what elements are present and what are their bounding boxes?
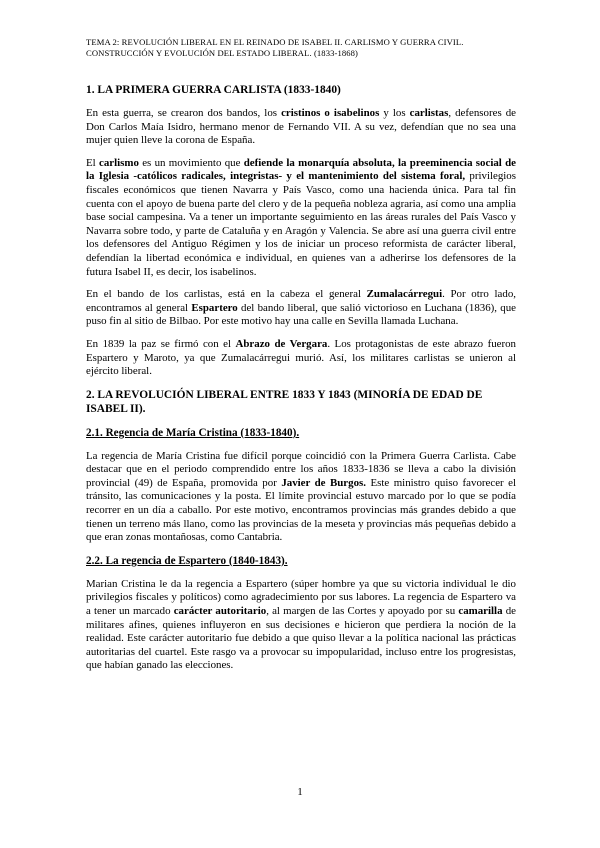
- subsection-2-1-heading: 2.1. Regencia de María Cristina (1833-1840).: [86, 426, 300, 439]
- paragraph-bandos: En esta guerra, se crearon dos bandos, los cristinos o isabelinos y los carlistas, defensores de Don Carlos Maía Isidro, hermano menor de Fernando VII. A su vez, defendían que no sea una mujer quien lleve la corona de España.: [86, 107, 517, 147]
- section-2-heading: 2. LA REVOLUCIÓN LIBERAL ENTRE 1833 Y 1843 (MINORÍA DE EDAD DE ISABEL II).: [86, 388, 483, 415]
- subsection-2-2-heading: 2.2. La regencia de Espartero (1840-1843).: [86, 554, 288, 567]
- header-line-1: TEMA 2: REVOLUCIÓN LIBERAL EN EL REINADO DE ISABEL II. CARLISMO Y GUERRA CIVIL.: [86, 37, 464, 47]
- running-header: [86, 37, 516, 59]
- paragraph-regencia-maria-cristina: La regencia de María Cristina fue difícil porque coincidió con la Primera Guerra Carlista. Cabe destacar que en el periodo comprendido entre los años 1833-1836 se lleva a cabo la división provincial (49) de España, promovida por Javier de Burgos. Este ministro quiso favorecer el tránsito, las comunicaciones y la posta. El límite provincial estuvo marcado por lo que se podía recorrer en un día a caballo. Por este motivo, encontramos provincias más grandes debido a que tienen un terreno más llano, como las provincias de la meseta y provincias más pequeñas debido a que eran zonas montañosas, como Cantabria.: [86, 449, 516, 544]
- header-line-2: CONSTRUCCIÓN Y EVOLUCIÓN DEL ESTADO LIBERAL. (1833-1868): [86, 48, 359, 58]
- paragraph-carlismo: El carlismo es un movimiento que defiende la monarquía absoluta, la preeminencia social de la Iglesia -católicos radicales, integristas- y el mantenimiento del sistema foral, privilegios fiscales económicos que tienen Navarra y País Vasco, como una hacienda única. Para tal fin cuenta con el apoyo de buena parte del clero y de la pequeña nobleza agraria, así como una amplia base social campesina. Va a tener un importante seguimiento en las áreas rurales del País Vasco y Navarra sobre todo, y parte de Cataluña y en Aragón y Valencia. Se abre así una guerra civil entre los defensores del Antiguo Régimen y los de iniciar un proceso reformista de carácter liberal, defendían la libertad económica e individual, en quienes van a adherirse los defensores de la futura Isabel II, es decir, los isabelinos.: [86, 156, 517, 278]
- document-body: [86, 83, 516, 682]
- paragraph-generales: En el bando de los carlistas, está en la cabeza el general Zumalacárregui. Por otro lado, encontramos al general Espartero del bando liberal, que salió victorioso en Luchana (1836), que puso fin al sitio de Bilbao. Por este motivo hay una calle en Sevilla llamada Luchana.: [86, 288, 516, 328]
- paragraph-regencia-espartero: Marian Cristina le da la regencia a Espartero (súper hombre ya que su victoria individual le dio privilegios fiscales y políticos) como agradecimiento por sus labores. La regencia de Espartero va a tener un marcado carácter autoritario, al margen de las Cortes y apoyado por su camarilla de militares afines, quienes influyeron en sus decisiones e hicieron que perdiera la noción de la realidad. Este carácter autoritario fue debido a que quiso llevar a la política nacional las prácticas autoritarias del cuartel. Este rasgo va a provocar su impopularidad, incluso entre los progresistas, que habían ganado las elecciones.: [86, 577, 516, 672]
- section-1-heading: 1. LA PRIMERA GUERRA CARLISTA (1833-1840): [86, 84, 341, 96]
- paragraph-abrazo-vergara: En 1839 la paz se firmó con el Abrazo de Vergara. Los protagonistas de este abrazo fueron Espartero y Maroto, ya que Zumalacárregui murió. Así, los militares carlistas se unieron al ejército liberal.: [86, 337, 517, 378]
- page-number: 1: [297, 786, 303, 798]
